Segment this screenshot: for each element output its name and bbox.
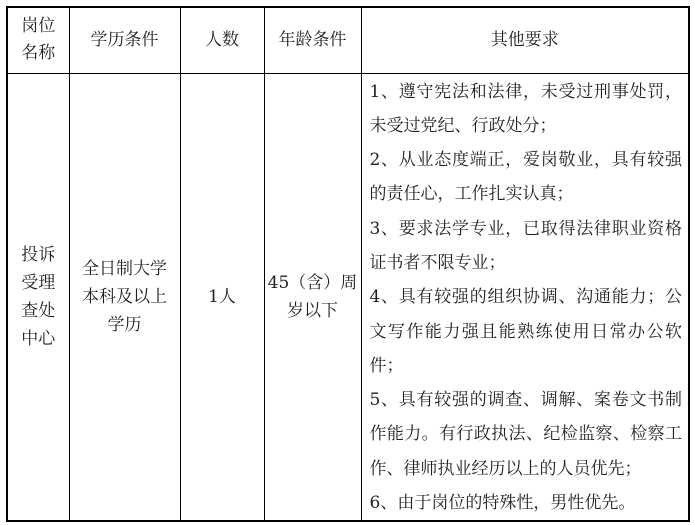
requirement-item: 4、具有较强的组织协调、沟通能力；公文写作能力强且能熟练使用日常办公软件； [369, 287, 682, 376]
table-row [7, 73, 689, 521]
header-headcount: 人数 [180, 7, 264, 73]
header-age-condition: 年龄条件 [264, 7, 361, 73]
header-education: 学历条件 [69, 7, 180, 73]
requirement-item: 1、遵守宪法和法律，未受过刑事处罚，未受过党纪、行政处分； [369, 81, 682, 136]
header-other-requirements: 其他要求 [361, 7, 689, 73]
cell-education: 全日制大学本科及以上学历 [69, 73, 180, 521]
requirement-item: 5、具有较强的调查、调解、案卷文书制作能力。有行政执法、纪检监察、检察工作、律师执业经历以上的人员优先； [369, 390, 682, 479]
cell-position-name: 投诉受理查处中心 [7, 73, 69, 521]
header-row [7, 7, 689, 73]
requirement-item: 2、从业态度端正，爱岗敬业，具有较强的责任心，工作扎实认真； [369, 150, 682, 205]
job-posting-table [6, 6, 690, 522]
requirement-item: 6、由于岗位的特殊性，男性优先。 [369, 493, 636, 514]
cell-other-requirements [361, 73, 689, 521]
header-position-name: 岗位名称 [7, 7, 69, 73]
requirement-item: 3、要求法学专业，已取得法律职业资格证书者不限专业； [369, 218, 682, 273]
cell-headcount: 1人 [180, 73, 264, 521]
cell-age-condition: 45（含）周岁以下 [264, 73, 361, 521]
